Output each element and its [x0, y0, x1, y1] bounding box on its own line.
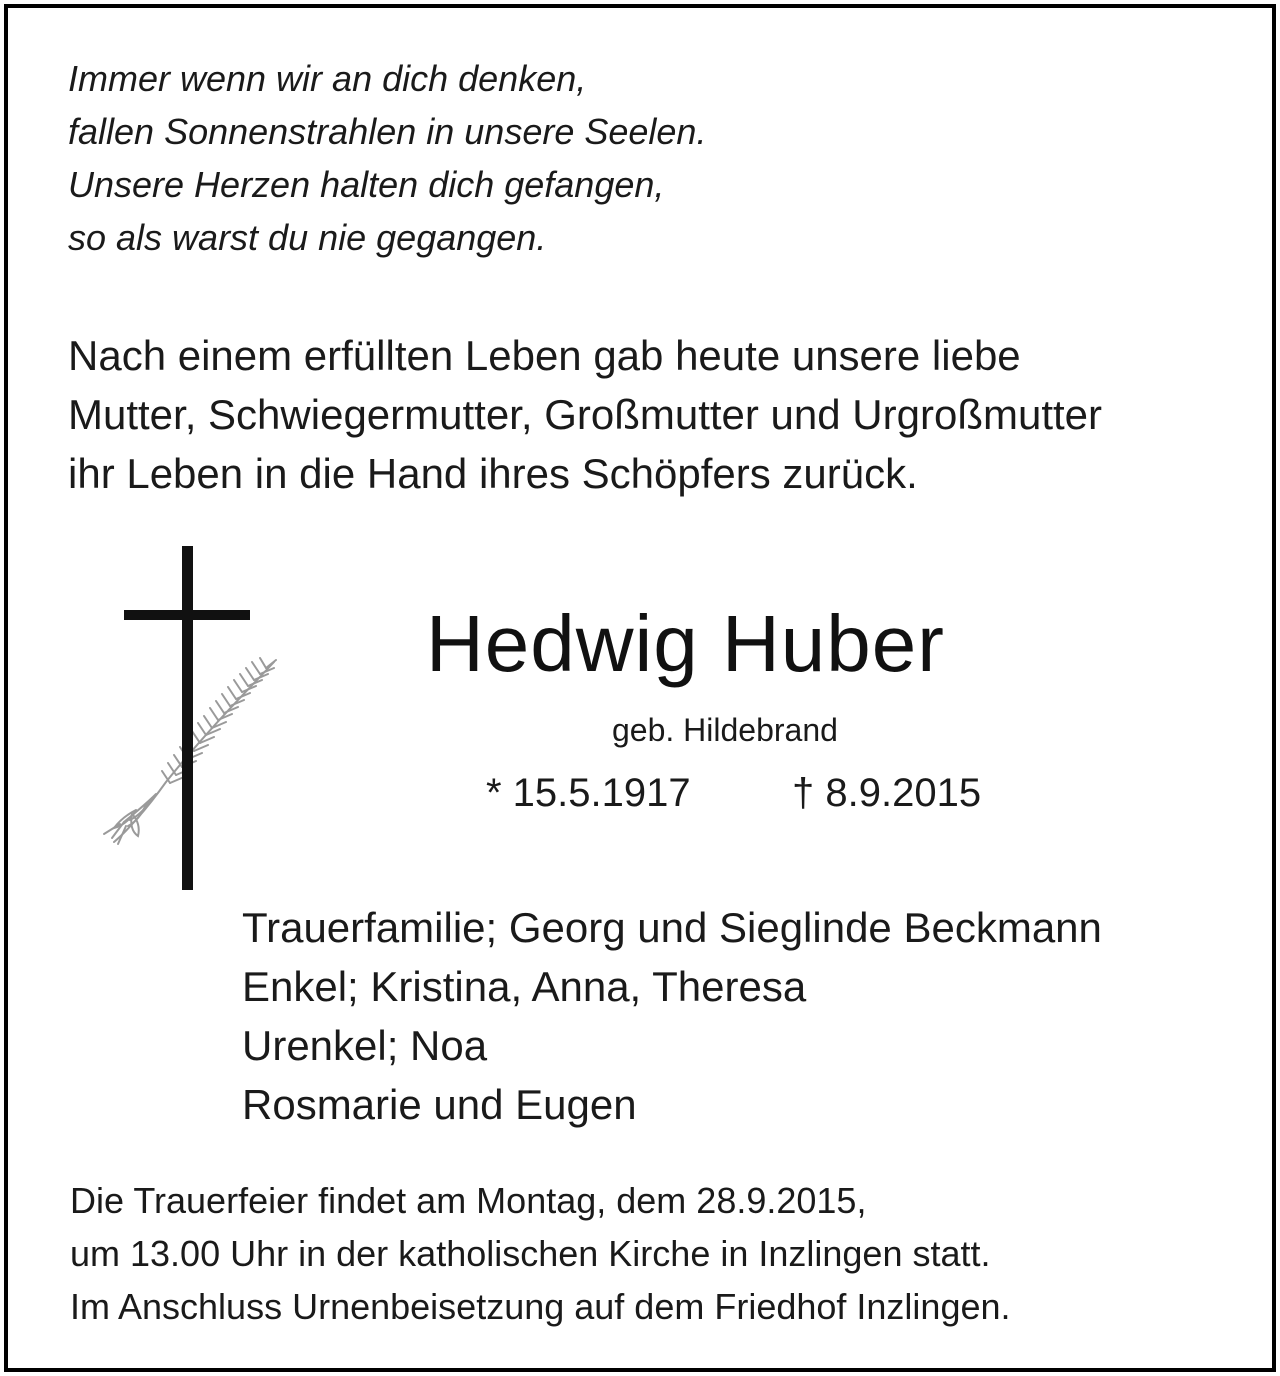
birth-date: * 15.5.1917 — [486, 771, 691, 815]
death-date: † 8.9.2015 — [792, 771, 982, 815]
cross-horizontal-bar — [124, 610, 250, 620]
poem-line: fallen Sonnenstrahlen in unsere Seelen. — [68, 111, 707, 152]
mourner-line: Enkel; Kristina, Anna, Theresa — [242, 963, 807, 1010]
poem-line: so als warst du nie gegangen. — [68, 217, 547, 258]
funeral-service-info — [70, 1174, 1011, 1333]
poem-line: Unsere Herzen halten dich gefangen, — [68, 164, 665, 205]
deceased-name: Hedwig Huber — [426, 599, 945, 688]
announcement-line: ihr Leben in die Hand ihres Schöpfers zurück. — [68, 450, 918, 497]
cross-with-palm-branch-icon — [96, 542, 286, 894]
mourner-line: Rosmarie und Eugen — [242, 1081, 637, 1128]
mourner-line: Urenkel; Noa — [242, 1022, 488, 1069]
mourners-list — [242, 898, 1102, 1134]
poem-line: Immer wenn wir an dich denken, — [68, 58, 587, 99]
announcement-text — [68, 326, 1102, 503]
service-line: Im Anschluss Urnenbeisetzung auf dem Friedhof Inzlingen. — [70, 1286, 1011, 1327]
service-line: Die Trauerfeier findet am Montag, dem 28.9.2015, — [70, 1180, 867, 1221]
service-line: um 13.00 Uhr in der katholischen Kirche in Inzlingen statt. — [70, 1233, 991, 1274]
cross-vertical-bar — [182, 546, 193, 890]
maiden-name: geb. Hildebrand — [612, 712, 838, 748]
mourner-line: Trauerfamilie; Georg und Sieglinde Beckmann — [242, 904, 1102, 951]
memorial-poem — [68, 52, 706, 264]
announcement-line: Nach einem erfüllten Leben gab heute unsere liebe — [68, 332, 1021, 379]
announcement-line: Mutter, Schwiegermutter, Großmutter und Urgroßmutter — [68, 391, 1103, 438]
obituary-notice — [4, 4, 1276, 1372]
